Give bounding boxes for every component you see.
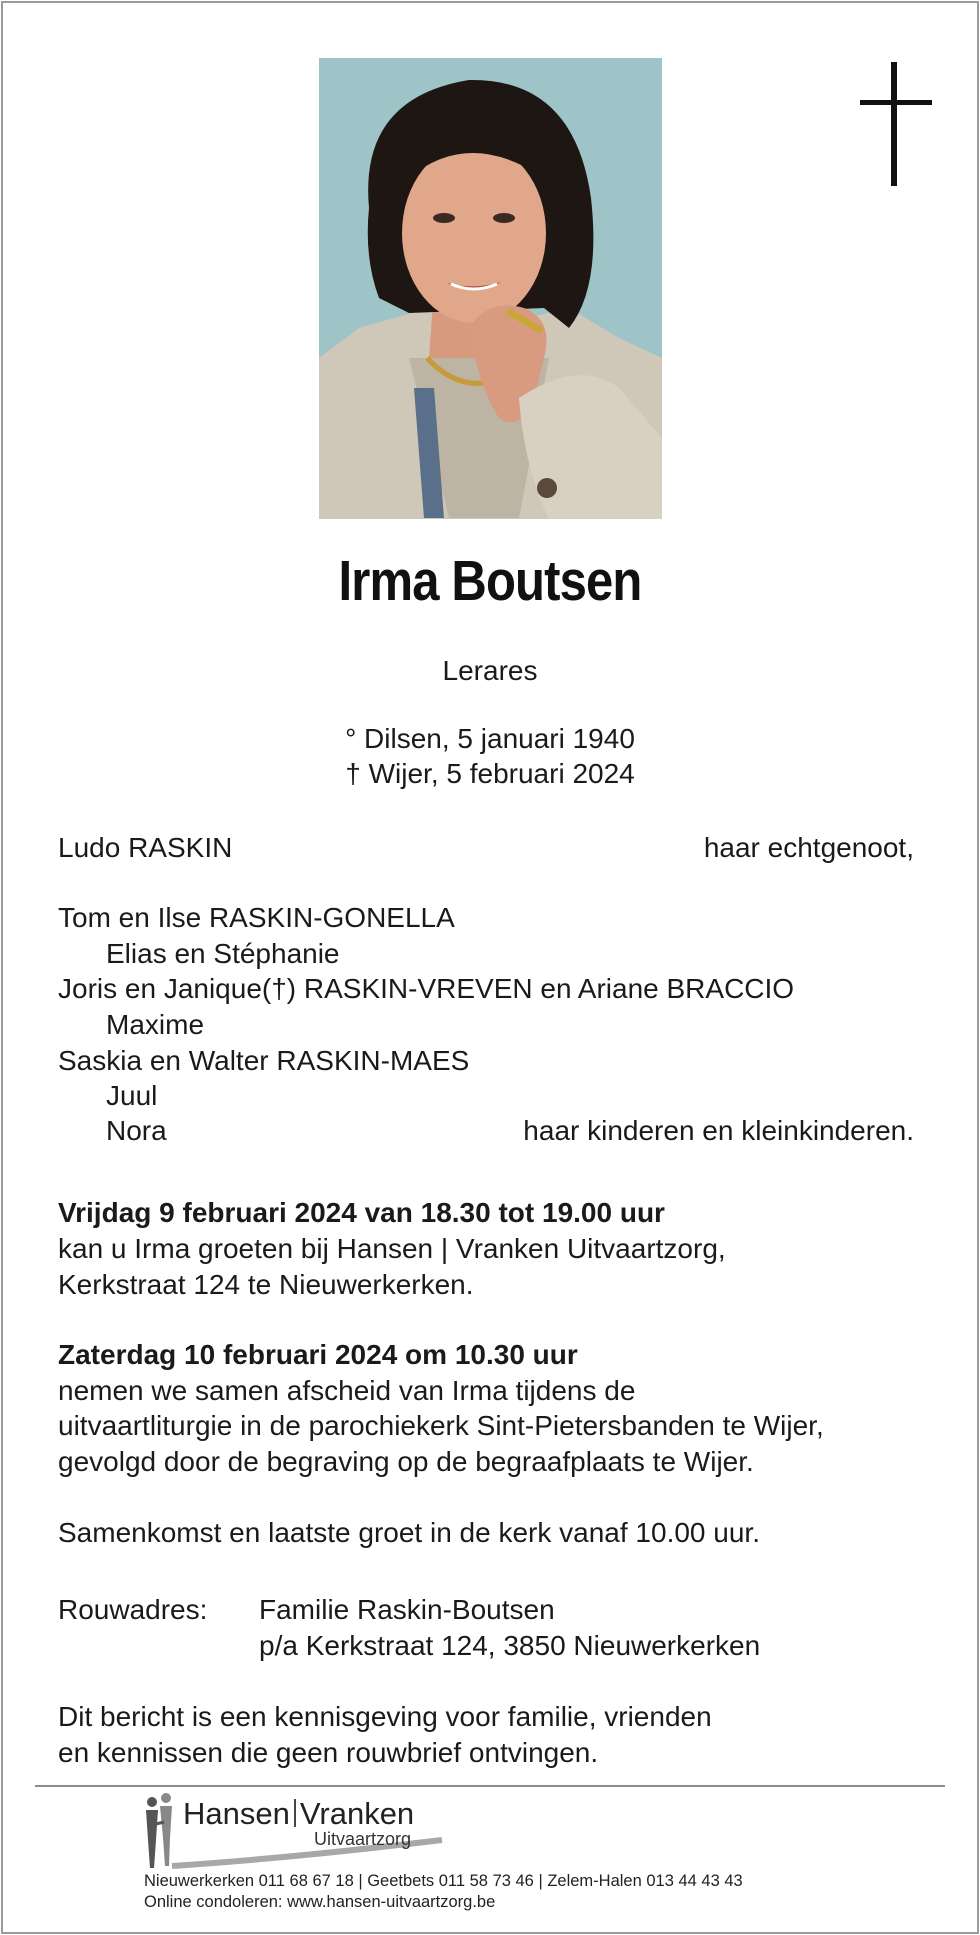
deceased-name: Irma Boutsen [338, 549, 642, 613]
notice-text: en kennissen die geen rouwbrief ontvingen. [58, 1737, 599, 1768]
funeral-home-online: Online condoleren: www.hansen-uitvaartzorg.be [144, 1893, 496, 1911]
spouse-name: Ludo RASKIN [58, 832, 233, 863]
notice-text: Dit bericht is een kennisgeving voor familie, vrienden [58, 1701, 712, 1732]
funeral-date: Zaterdag 10 februari 2024 om 10.30 uur [58, 1339, 578, 1370]
viewing-text: Kerkstraat 124 te Nieuwerkerken. [58, 1269, 474, 1300]
funeral-text: nemen we samen afscheid van Irma tijdens de [58, 1375, 636, 1406]
funeral-text: uitvaartliturgie in de parochiekerk Sint-Pietersbanden te Wijer, [58, 1410, 824, 1441]
funeral-home-phones: Nieuwerkerken 011 68 67 18 | Geetbets 011 58 73 46 | Zelem-Halen 013 44 43 43 [144, 1872, 743, 1890]
family-line: Juul [106, 1080, 158, 1111]
address-line: p/a Kerkstraat 124, 3850 Nieuwerkerken [259, 1630, 761, 1661]
profession: Lerares [442, 655, 538, 686]
spouse-relation: haar echtgenoot, [703, 832, 914, 863]
family-line: Tom en Ilse RASKIN-GONELLA [58, 902, 455, 933]
viewing-text: kan u Irma groeten bij Hansen | Vranken Uitvaartzorg, [58, 1233, 726, 1264]
family-line: Saskia en Walter RASKIN-MAES [58, 1045, 470, 1076]
footer-divider [35, 1785, 945, 1787]
family-line: Nora [106, 1115, 167, 1146]
funeral-home-name: Hansen Vranken [183, 1796, 415, 1831]
cross-icon [860, 62, 932, 186]
viewing-date: Vrijdag 9 februari 2024 van 18.30 tot 19.00 uur [58, 1197, 665, 1228]
gathering-text: Samenkomst en laatste groet in de kerk vanaf 10.00 uur. [58, 1517, 760, 1548]
death-line: † Wijer, 5 februari 2024 [345, 758, 635, 789]
portrait-photo [319, 58, 662, 519]
address-label: Rouwadres: [58, 1594, 208, 1625]
funeral-text: gevolgd door de begraving op de begraafplaats te Wijer. [58, 1446, 754, 1477]
family-line: Maxime [106, 1009, 205, 1040]
family-line: Joris en Janique(†) RASKIN-VREVEN en Ariane BRACCIO [58, 973, 795, 1004]
address-line: Familie Raskin-Boutsen [259, 1594, 555, 1625]
family-line: Elias en Stéphanie [106, 938, 340, 969]
children-relation: haar kinderen en kleinkinderen. [523, 1115, 914, 1146]
birth-line: ° Dilsen, 5 januari 1940 [345, 723, 635, 754]
funeral-home-subtitle: Uitvaartzorg [314, 1829, 412, 1849]
